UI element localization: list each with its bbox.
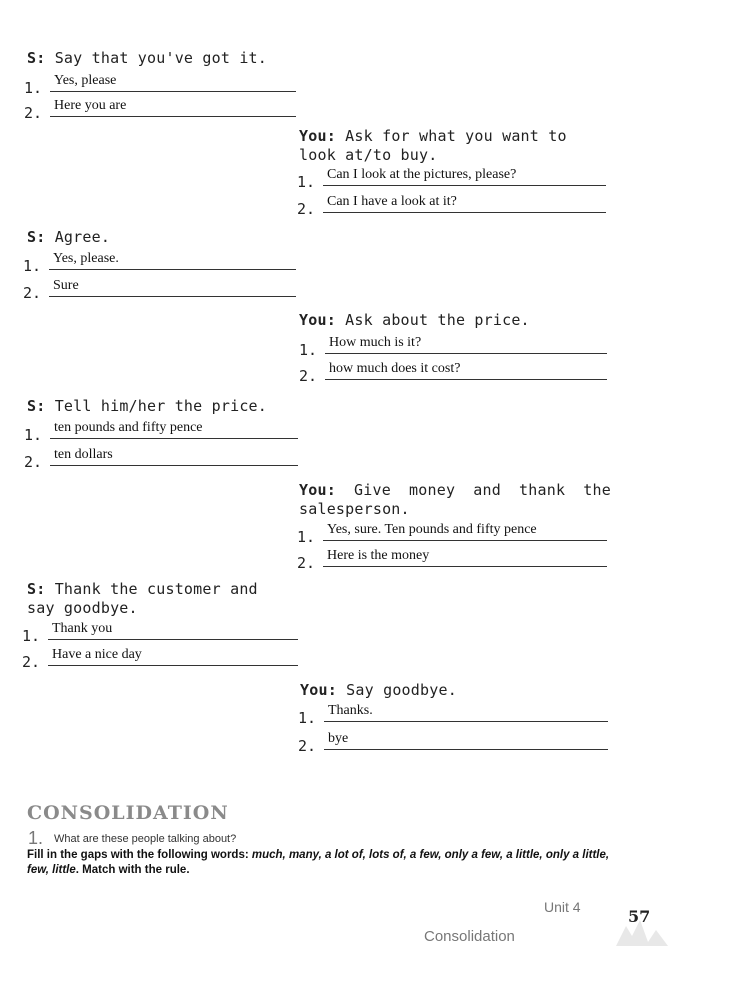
- step-3-prompt: [27, 228, 297, 247]
- instruction-lead: Fill in the gaps with the following words:: [27, 849, 249, 861]
- exercise-number: 1.: [28, 828, 44, 848]
- line-number: 1.: [298, 709, 317, 727]
- line-number: 1.: [297, 528, 316, 546]
- speaker-label: S:: [27, 397, 46, 415]
- line-number: 1.: [299, 341, 318, 359]
- step-2-prompt: [299, 127, 609, 165]
- line-number: 2.: [23, 284, 42, 302]
- exercise-instruction: [27, 848, 617, 878]
- prompt-text: Ask for what you want to look at/to buy.: [299, 127, 567, 164]
- speaker-label: S:: [27, 228, 46, 246]
- line-number: 2.: [298, 737, 317, 755]
- speaker-label: You:: [299, 481, 336, 499]
- speaker-label: You:: [299, 311, 336, 329]
- handwritten-answer: Yes, please.: [53, 251, 119, 266]
- handwritten-answer: ten pounds and fifty pence: [54, 420, 203, 435]
- step-7-prompt: [27, 580, 272, 618]
- line-number: 1.: [297, 173, 316, 191]
- speaker-label: You:: [299, 127, 336, 145]
- handwritten-answer: ten dollars: [54, 447, 113, 462]
- handwritten-answer: Have a nice day: [52, 647, 142, 662]
- line-number: 2.: [24, 104, 43, 122]
- handwritten-answer: how much does it cost?: [329, 361, 461, 376]
- line-number: 1.: [24, 79, 43, 97]
- handwritten-answer: Yes, please: [54, 73, 117, 88]
- prompt-text: Tell him/her the price.: [54, 397, 268, 415]
- prompt-text: Ask about the price.: [345, 311, 530, 329]
- prompt-text: Say goodbye.: [346, 681, 457, 699]
- prompt-text: Agree.: [54, 228, 111, 246]
- handwritten-answer: Yes, sure. Ten pounds and fifty pence: [327, 522, 537, 537]
- section-title: CONSOLIDATION: [27, 802, 229, 824]
- handwritten-answer: Thanks.: [328, 703, 373, 718]
- word-list: much, many, a lot of, lots of, a few, only a few, a little, only a little, few, little: [27, 849, 610, 876]
- handwritten-answer: Can I have a look at it?: [327, 194, 457, 209]
- handwritten-answer: bye: [328, 731, 349, 746]
- handwritten-answer: Can I look at the pictures, please?: [327, 167, 517, 182]
- step-8-prompt: [300, 681, 600, 700]
- line-number: 1.: [24, 426, 43, 444]
- speaker-label: You:: [300, 681, 337, 699]
- step-5-prompt: [27, 397, 297, 416]
- footer-section: Consolidation: [424, 928, 515, 945]
- step-6-prompt: [299, 481, 611, 519]
- speaker-label: S:: [27, 580, 46, 598]
- handwritten-answer: Here you are: [54, 98, 127, 113]
- prompt-text: Say that you've got it.: [54, 49, 268, 67]
- instruction-tail: . Match with the rule.: [75, 864, 190, 876]
- step-1-prompt: [27, 49, 297, 68]
- footer-unit: Unit 4: [544, 899, 581, 915]
- page-number: 57: [628, 907, 651, 926]
- line-number: 2.: [297, 200, 316, 218]
- line-number: 2.: [299, 367, 318, 385]
- prompt-text: Thank the customer and say goodbye.: [27, 580, 258, 617]
- handwritten-answer: Here is the money: [327, 548, 430, 563]
- prompt-text: Give money and thank the salesperson.: [299, 481, 611, 518]
- line-number: 1.: [23, 257, 42, 275]
- line-number: 1.: [22, 627, 41, 645]
- handwritten-answer: How much is it?: [329, 335, 422, 350]
- line-number: 2.: [22, 653, 41, 671]
- speaker-label: S:: [27, 49, 46, 67]
- line-number: 2.: [24, 453, 43, 471]
- handwritten-answer: Thank you: [52, 621, 113, 636]
- step-4-prompt: [299, 311, 609, 330]
- exercise-question: What are these people talking about?: [54, 833, 237, 845]
- handwritten-answer: Sure: [53, 278, 79, 293]
- line-number: 2.: [297, 554, 316, 572]
